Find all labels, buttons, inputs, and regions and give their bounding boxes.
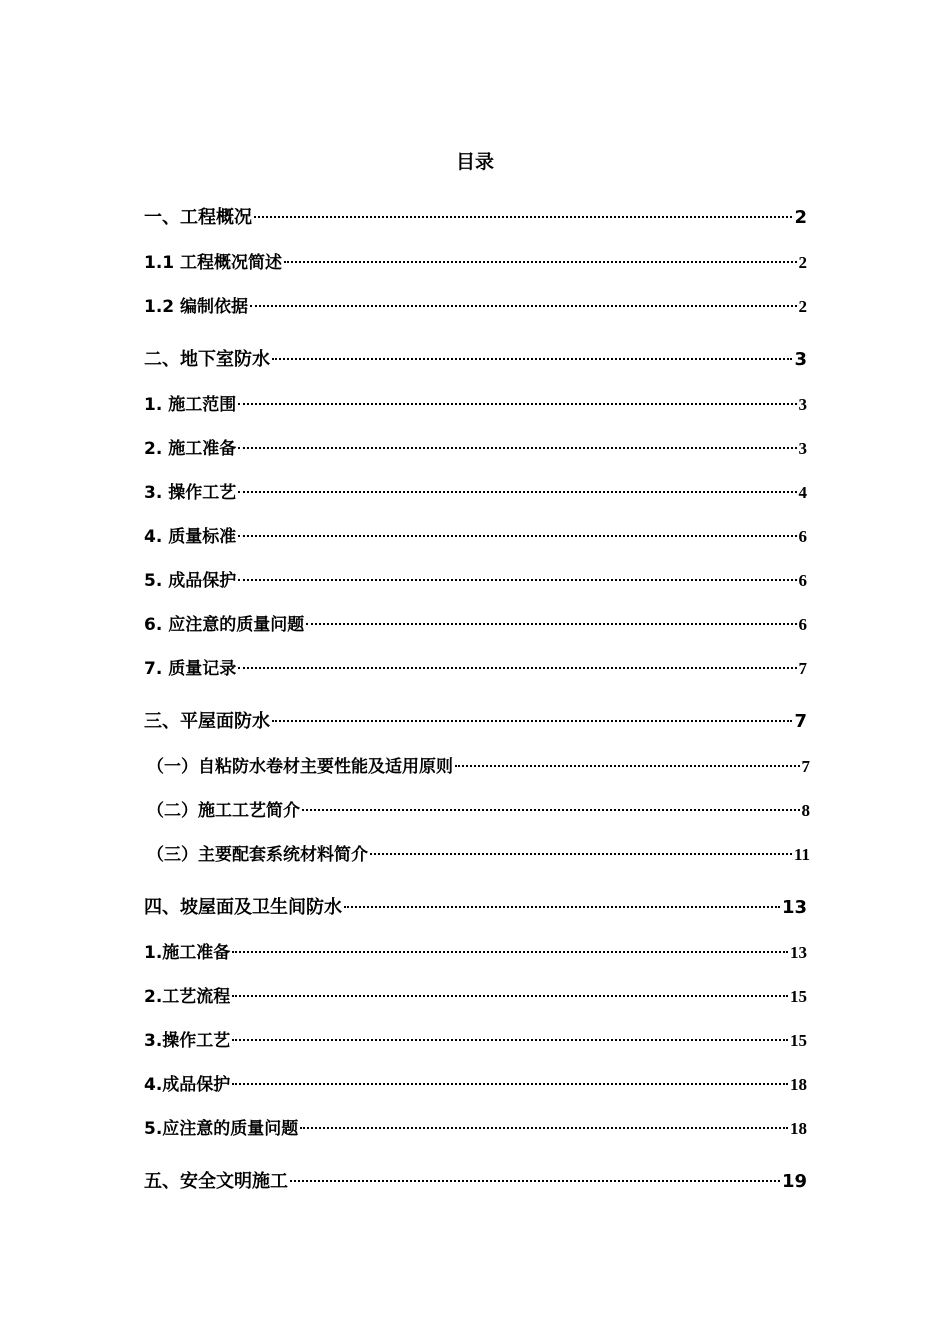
toc-page-number: 6 — [798, 615, 807, 634]
toc-entry-1-2[interactable] — [144, 292, 807, 316]
toc-title: 目录 — [455, 151, 494, 173]
toc-page-number: 19 — [781, 1171, 807, 1192]
toc-entry-section-2[interactable] — [144, 345, 807, 369]
toc-page-number: 15 — [790, 1031, 807, 1050]
toc-leader-dots — [232, 1039, 788, 1041]
toc-entry-1-1[interactable] — [144, 248, 807, 272]
toc-entry-text: 1.2 编制依据 — [144, 297, 249, 317]
toc-entry-2-6[interactable] — [144, 610, 807, 634]
toc-entry-text: 2. 施工准备 — [144, 439, 237, 459]
toc-entry-text: 3.操作工艺 — [144, 1031, 231, 1051]
toc-entry-4-5[interactable] — [144, 1114, 807, 1138]
toc-leader-dots — [238, 403, 796, 405]
toc-entry-2-5[interactable] — [144, 566, 807, 590]
toc-page-number: 7 — [798, 659, 807, 678]
toc-entry-2-2[interactable] — [144, 434, 807, 458]
toc-page-number: 2 — [798, 297, 807, 316]
toc-entry-4-3[interactable] — [144, 1026, 807, 1050]
toc-page-number: 6 — [798, 571, 807, 590]
toc-entry-text: 1. 施工范围 — [144, 395, 237, 415]
toc-entry-text: 5. 成品保护 — [144, 571, 237, 591]
toc-leader-dots — [250, 305, 796, 307]
toc-leader-dots — [302, 809, 800, 811]
toc-entry-4-2[interactable] — [144, 982, 807, 1006]
toc-entry-text: 三、平屋面防水 — [144, 711, 270, 732]
toc-page-number: 2 — [798, 253, 807, 272]
toc-page-number: 4 — [798, 483, 807, 502]
toc-entry-4-4[interactable] — [144, 1070, 807, 1094]
toc-entry-section-4[interactable] — [144, 893, 807, 917]
toc-leader-dots — [455, 765, 800, 767]
toc-page-number: 2 — [794, 207, 807, 228]
toc-entry-3-1[interactable] — [147, 752, 810, 776]
toc-leader-dots — [238, 535, 796, 537]
toc-leader-dots — [300, 1127, 788, 1129]
toc-page-number: 18 — [790, 1119, 807, 1138]
toc-entry-text: 3. 操作工艺 — [144, 483, 237, 503]
toc-entry-section-1[interactable] — [144, 203, 807, 227]
toc-leader-dots — [232, 995, 788, 997]
toc-page-number: 7 — [801, 757, 810, 776]
toc-entry-text: 五、安全文明施工 — [144, 1171, 288, 1192]
toc-entry-text: 2.工艺流程 — [144, 987, 231, 1007]
toc-page-number: 18 — [790, 1075, 807, 1094]
toc-leader-dots — [306, 623, 796, 625]
toc-entry-text: 4. 质量标准 — [144, 527, 237, 547]
toc-leader-dots — [272, 720, 792, 722]
toc-leader-dots — [238, 447, 796, 449]
toc-entry-text: （一）自粘防水卷材主要性能及适用原则 — [147, 757, 453, 777]
toc-entry-2-3[interactable] — [144, 478, 807, 502]
toc-entry-section-3[interactable] — [144, 707, 807, 731]
toc-entry-3-2[interactable] — [147, 796, 810, 820]
toc-leader-dots — [232, 1083, 788, 1085]
toc-entry-2-7[interactable] — [144, 654, 807, 678]
toc-leader-dots — [238, 579, 796, 581]
toc-entry-text: 二、地下室防水 — [144, 349, 270, 370]
toc-page-number: 3 — [794, 349, 807, 370]
toc-entry-2-4[interactable] — [144, 522, 807, 546]
toc-entry-2-1[interactable] — [144, 390, 807, 414]
toc-page-number: 3 — [798, 395, 807, 414]
toc-page-number: 11 — [793, 845, 810, 864]
toc-leader-dots — [272, 358, 792, 360]
toc-entry-text: 6. 应注意的质量问题 — [144, 615, 305, 635]
toc-leader-dots — [232, 951, 788, 953]
toc-entry-4-1[interactable] — [144, 938, 807, 962]
toc-entry-text: 四、坡屋面及卫生间防水 — [144, 897, 342, 918]
toc-page-number: 6 — [798, 527, 807, 546]
toc-entry-text: 一、工程概况 — [144, 207, 252, 228]
toc-entry-text: 1.施工准备 — [144, 943, 231, 963]
toc-leader-dots — [254, 216, 792, 218]
toc-page-number: 3 — [798, 439, 807, 458]
toc-leader-dots — [238, 491, 796, 493]
toc-entry-text: 7. 质量记录 — [144, 659, 237, 679]
toc-page-number: 15 — [790, 987, 807, 1006]
toc-entry-text: （三）主要配套系统材料简介 — [147, 845, 368, 865]
toc-page-number: 8 — [801, 801, 810, 820]
toc-entry-text: 4.成品保护 — [144, 1075, 231, 1095]
toc-entry-text: 5.应注意的质量问题 — [144, 1119, 299, 1139]
toc-leader-dots — [238, 667, 796, 669]
toc-leader-dots — [284, 261, 796, 263]
toc-page-number: 13 — [790, 943, 807, 962]
toc-entry-3-3[interactable] — [147, 840, 810, 864]
toc-page-number: 7 — [794, 711, 807, 732]
toc-leader-dots — [290, 1180, 780, 1182]
toc-entry-text: （二）施工工艺简介 — [147, 801, 300, 821]
toc-entry-text: 1.1 工程概况简述 — [144, 253, 283, 273]
toc-page-number: 13 — [781, 897, 807, 918]
toc-leader-dots — [370, 853, 792, 855]
toc-entry-section-5[interactable] — [144, 1167, 807, 1191]
toc-leader-dots — [344, 906, 780, 908]
